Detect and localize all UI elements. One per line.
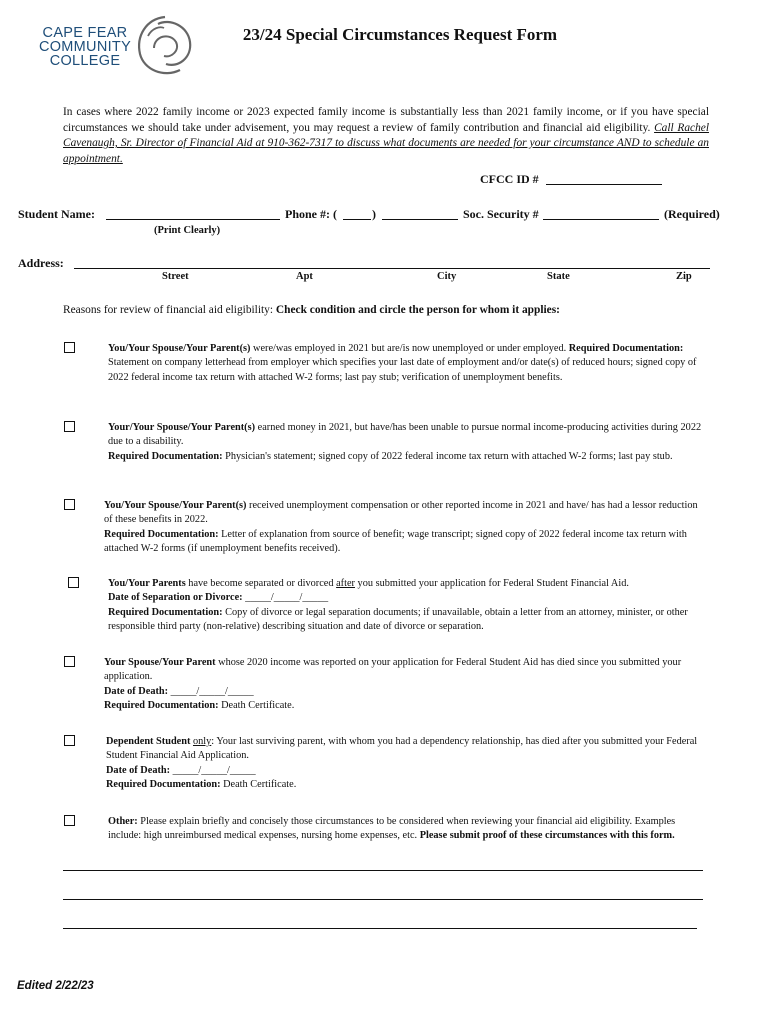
logo-line-1: CAPE FEAR <box>42 25 128 41</box>
item-date-label: Date of Separation or Divorce: <box>108 592 243 604</box>
address-street-caption: Street <box>162 271 189 282</box>
phone-label: Phone #: ( <box>285 207 337 221</box>
checkbox-parent-died[interactable] <box>64 656 75 667</box>
address-zip-caption: Zip <box>676 271 692 282</box>
checkbox-separation[interactable] <box>68 577 79 588</box>
checkbox-benefit-reduction[interactable] <box>64 499 75 510</box>
print-clearly-note: (Print Clearly) <box>154 225 221 236</box>
address-field[interactable] <box>74 268 710 269</box>
item-person: You/Your Parents <box>108 578 186 589</box>
explanation-line-2[interactable] <box>63 899 703 900</box>
cfcc-id-label: CFCC ID # <box>480 172 539 186</box>
checkbox-dependent-student[interactable] <box>64 735 75 746</box>
cfcc-id-field[interactable] <box>546 184 662 185</box>
edited-date: Edited 2/22/23 <box>17 980 94 992</box>
reasons-intro: Reasons for review of financial aid eligibility: <box>63 304 274 316</box>
item-date-label: Date of Death: <box>104 685 169 697</box>
item-text: earned money in 2021, but have/has been unable to pursue normal income-producing activities during 2022 due to a disability. <box>108 422 702 448</box>
address-apt-caption: Apt <box>296 271 313 282</box>
checkbox-disability[interactable] <box>64 421 75 432</box>
item-separation <box>108 577 708 634</box>
intro-paragraph <box>63 105 709 167</box>
item-req-text: Physician's statement; signed copy of 2022 federal income tax return with attached W-2 forms; last pay stub. <box>222 450 673 462</box>
item-person: Dependent Student <box>106 736 191 747</box>
intro-text: In cases where 2022 family income or 2023 expected family income is substantially less than 2021 family income, or if you have special circumstances we should take under advisement, you may request a review of family contribution and financial aid eligibility. <box>63 106 709 134</box>
item-after-emphasis: after <box>336 578 355 589</box>
reasons-instruction: Check condition and circle the person for whom it applies: <box>275 304 560 316</box>
address-city-caption: City <box>437 271 457 282</box>
item-text: received unemployment compensation or other reported income in 2021 and have/ has had a lessor reduction of these benefits in 2022. <box>104 500 698 526</box>
logo-line-3: COLLEGE <box>49 53 121 69</box>
item-date-field[interactable]: _____/_____/_____ <box>170 685 254 697</box>
student-name-label: Student Name: <box>18 207 95 221</box>
item-req-label: Required Documentation: <box>568 343 684 354</box>
item-req-text: Statement on company letterhead from employer which specifies your last date of employment and/or date(s) of reduced hours; signed copy of 2022 federal income tax return with attached W-2 forms; last pay stub; verification of unemployment benefits. <box>108 357 697 383</box>
item-only-emphasis: only <box>192 736 212 747</box>
item-date-label: Date of Death: <box>106 764 171 776</box>
item-person: You/Your Spouse/Your Parent(s) <box>104 500 247 511</box>
explanation-line-1[interactable] <box>63 870 703 871</box>
page-title: 23/24 Special Circumstances Request Form <box>242 25 558 44</box>
item-text: whose 2020 income was reported on your application for Federal Student Aid has died since you submitted your application. <box>104 657 682 683</box>
logo-wordmark <box>36 26 134 68</box>
item-person: Your Spouse/Your Parent <box>104 657 216 668</box>
item-other <box>108 815 708 844</box>
item-text: : Your last surviving parent, with whom you had a dependency relationship, has died after you submitted your Federal Student Financial Aid Application. <box>106 736 698 762</box>
item-date-field[interactable]: _____/_____/_____ <box>172 764 256 776</box>
item-person: Your/Your Spouse/Your Parent(s) <box>108 422 256 433</box>
item-text: were/was employed in 2021 but are/is now unemployed or under employed. <box>250 343 567 354</box>
explanation-line-3[interactable] <box>63 928 697 929</box>
item-req-label: Required Documentation: <box>106 778 221 790</box>
address-label: Address: <box>18 256 64 270</box>
reasons-heading <box>63 304 560 316</box>
intro-call-instruction: Call Rachel Cavenaugh, Sr. Director of Financial Aid at 910-362-7317 to discuss what documents are needed for your circumstance AND to schedule an appointment. <box>63 121 709 165</box>
item-disability <box>108 421 708 464</box>
item-req-label: Required Documentation: <box>104 699 219 711</box>
item-person: Other: <box>108 816 138 827</box>
phone-area-code-field[interactable] <box>343 219 371 220</box>
item-dependent-student <box>106 735 708 792</box>
phone-paren: ) <box>372 207 376 221</box>
item-text-tail: you submitted your application for Federal Student Financial Aid. <box>354 578 629 589</box>
checkbox-unemployed[interactable] <box>64 342 75 353</box>
item-req-text: Death Certificate. <box>220 778 297 790</box>
item-unemployed <box>108 342 708 385</box>
checkbox-other[interactable] <box>64 815 75 826</box>
item-req-label: Required Documentation: <box>108 606 223 618</box>
item-req-label: Required Documentation: <box>108 450 223 462</box>
logo-swirl-icon <box>134 14 196 78</box>
item-parent-died <box>104 656 708 713</box>
item-req-text: Copy of divorce or legal separation documents; if unavailable, obtain a letter from an attorney, minister, or other responsible third party (non-relative) describing situation and date of divorce or separation. <box>108 606 688 632</box>
ssn-field[interactable] <box>543 219 659 220</box>
ssn-label: Soc. Security # <box>463 207 539 221</box>
required-note: (Required) <box>664 207 720 221</box>
item-date-field[interactable]: _____/_____/_____ <box>245 592 329 604</box>
item-proof-note: Please submit proof of these circumstances with this form. <box>419 830 675 842</box>
student-name-field[interactable] <box>106 219 280 220</box>
phone-number-field[interactable] <box>382 219 458 220</box>
item-req-text: Letter of explanation from source of benefit; wage transcript; signed copy of 2022 federal income tax return with attached W-2 forms (if unemployment benefits received). <box>104 528 687 554</box>
item-text: have become separated or divorced <box>185 578 337 589</box>
item-benefit-reduction <box>104 499 708 556</box>
college-logo <box>36 14 196 78</box>
item-person: You/Your Spouse/Your Parent(s) <box>108 343 251 354</box>
item-req-label: Required Documentation: <box>104 528 219 540</box>
address-state-caption: State <box>547 271 570 282</box>
logo-line-2: COMMUNITY <box>38 39 132 55</box>
item-text: Please explain briefly and concisely those circumstances to be considered when reviewing your financial aid eligibility. Examples include: high unreimbursed medical expenses, nursing home expenses, etc. <box>108 816 676 842</box>
item-req-text: Death Certificate. <box>218 699 295 711</box>
